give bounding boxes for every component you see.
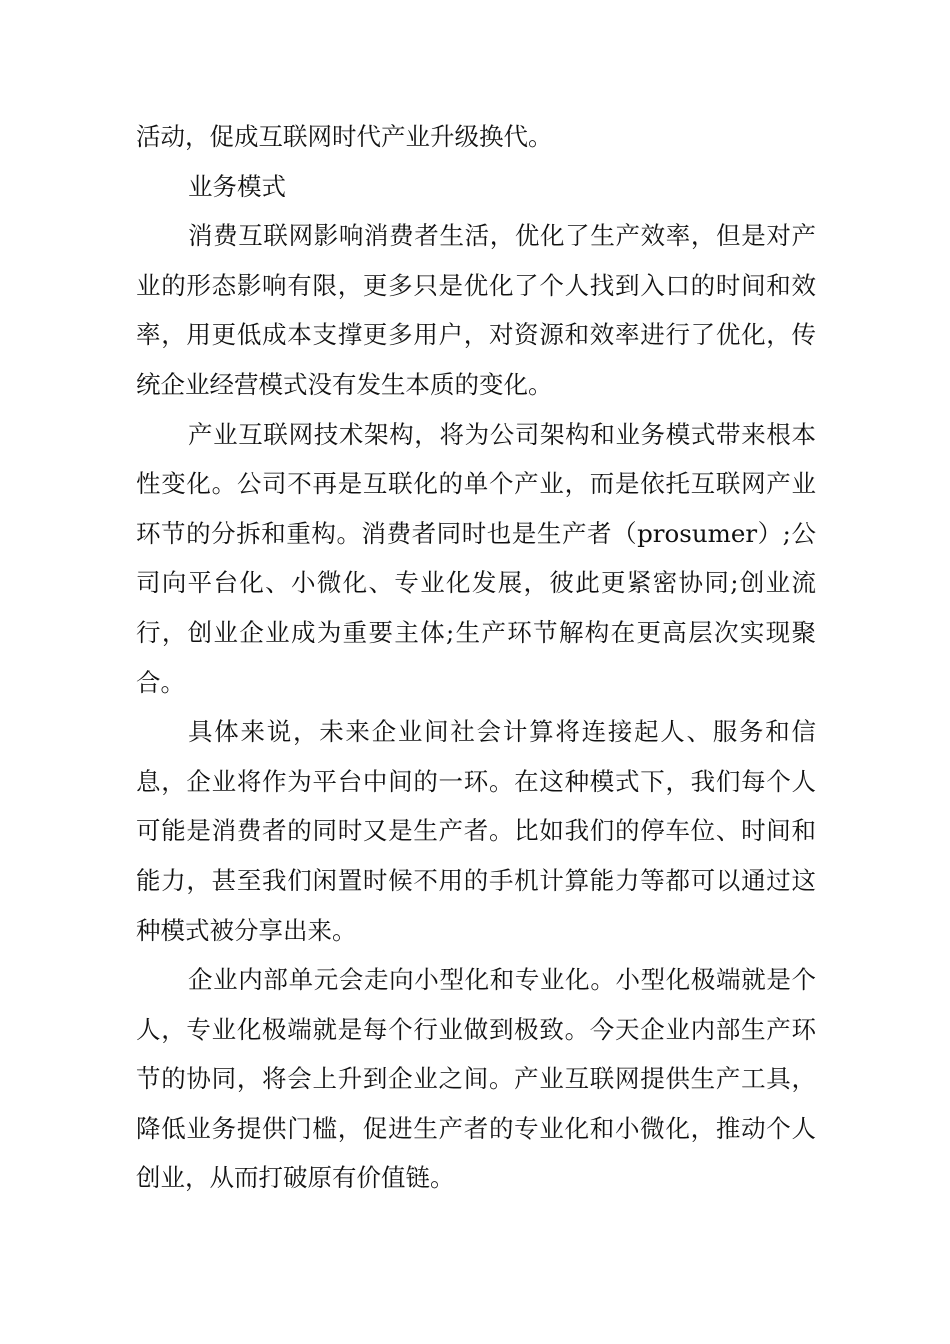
paragraph-continuation: 活动，促成互联网时代产业升级换代。 [136,122,553,151]
document-body [136,112,816,1203]
section-heading-business-model: 业务模式 [188,171,286,201]
paragraph-enterprise-units: 企业内部单元会走向小型化和专业化。小型化极端就是个人，专业化极端就是每个行业做到极致。今天企业内部生产环节的协同，将会上升到企业之间。产业互联网提供生产工具，降低业务提供门槛，促进生产者的专业化和小微化，推动个人创业，从而打破原有价值链。 [136,965,816,1193]
paragraph-consumer-internet: 消费互联网影响消费者生活，优化了生产效率，但是对产业的形态影响有限，更多只是优化了个人找到入口的时间和效率，用更低成本支撑更多用户，对资源和效率进行了优化，传统企业经营模式没有发生本质的变化。 [136,221,816,399]
paragraph-industrial-internet-architecture: 产业互联网技术架构，将为公司架构和业务模式带来根本性变化。公司不再是互联化的单个产业，而是依托互联网产业环节的分拆和重构。消费者同时也是生产者（prosumer）;公司向平台化、小微化、专业化发展，彼此更紧密协同;创业流行，创业企业成为重要主体;生产环节解构在更高层次实现聚合。 [136,419,816,697]
paragraph-social-computing: 具体来说，未来企业间社会计算将连接起人、服务和信息，企业将作为平台中间的一环。在这种模式下，我们每个人可能是消费者的同时又是生产者。比如我们的停车位、时间和能力，甚至我们闲置时候不用的手机计算能力等都可以通过这种模式被分享出来。 [136,717,816,945]
